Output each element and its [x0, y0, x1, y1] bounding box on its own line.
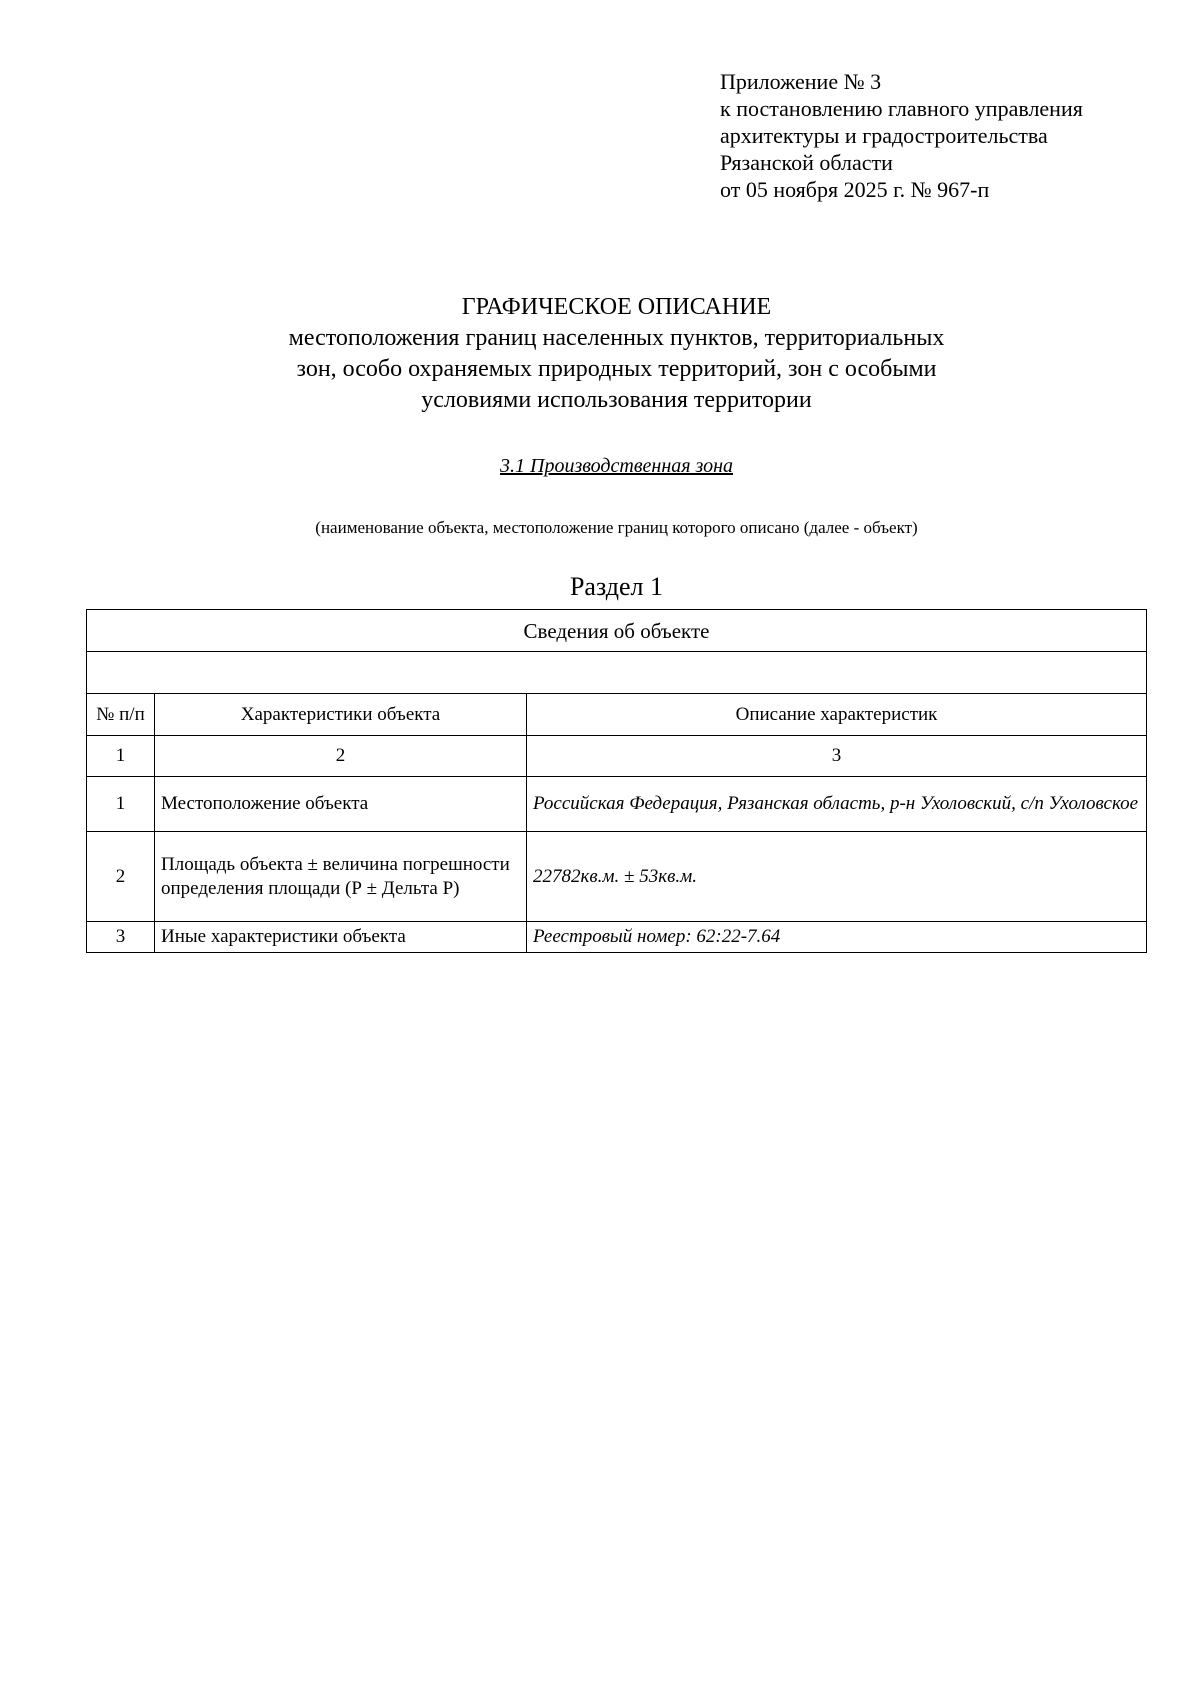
- row-description: Реестровый номер: 62:22-7.64: [527, 922, 1147, 953]
- table-row: [87, 922, 1147, 953]
- table-row: [87, 777, 1147, 832]
- object-name: 3.1 Производственная зона: [500, 455, 733, 477]
- empty-cell: [87, 652, 1147, 694]
- row-description: 22782кв.м. ± 53кв.м.: [527, 832, 1147, 922]
- row-characteristic: Иные характеристики объекта: [155, 922, 527, 953]
- object-caption: (наименование объекта, местоположение границ которого описано (далее - объект): [315, 518, 918, 537]
- header-num: № п/п: [87, 694, 155, 736]
- header-description: Описание характеристик: [527, 694, 1147, 736]
- table-title-row: [87, 610, 1147, 652]
- appendix-line: Приложение № 3: [720, 69, 882, 94]
- index-cell: 1: [87, 736, 155, 777]
- appendix-line: от 05 ноября 2025 г. № 967-п: [720, 177, 990, 202]
- title-line: условиями использования территории: [421, 387, 812, 413]
- index-cell: 3: [527, 736, 1147, 777]
- title-line: зон, особо охраняемых природных территорий, зон с особыми: [296, 356, 937, 382]
- section-title: Раздел 1: [569, 572, 664, 601]
- row-num: 2: [87, 832, 155, 922]
- appendix-block: [720, 68, 1083, 203]
- title-line: ГРАФИЧЕСКОЕ ОПИСАНИЕ: [461, 294, 772, 320]
- row-num: 1: [87, 777, 155, 832]
- row-characteristic: Площадь объекта ± величина погрешности определения площади (Р ± Дельта Р): [155, 832, 527, 922]
- table-row: [87, 832, 1147, 922]
- row-characteristic: Местоположение объекта: [155, 777, 527, 832]
- appendix-line: архитектуры и градостроительства: [720, 123, 1048, 148]
- title-line: местоположения границ населенных пунктов, территориальных: [288, 325, 945, 351]
- object-info-table: [86, 609, 1147, 953]
- document-title: [0, 292, 1200, 416]
- table-empty-row: [87, 652, 1147, 694]
- index-cell: 2: [155, 736, 527, 777]
- appendix-line: к постановлению главного управления: [720, 96, 1083, 121]
- row-num: 3: [87, 922, 155, 953]
- table-index-row: [87, 736, 1147, 777]
- header-characteristic: Характеристики объекта: [155, 694, 527, 736]
- appendix-line: Рязанской области: [720, 150, 893, 175]
- table-header-row: [87, 694, 1147, 736]
- table-title: Сведения об объекте: [87, 610, 1147, 652]
- row-description: Российская Федерация, Рязанская область, р-н Ухоловский, с/п Ухоловское: [527, 777, 1147, 832]
